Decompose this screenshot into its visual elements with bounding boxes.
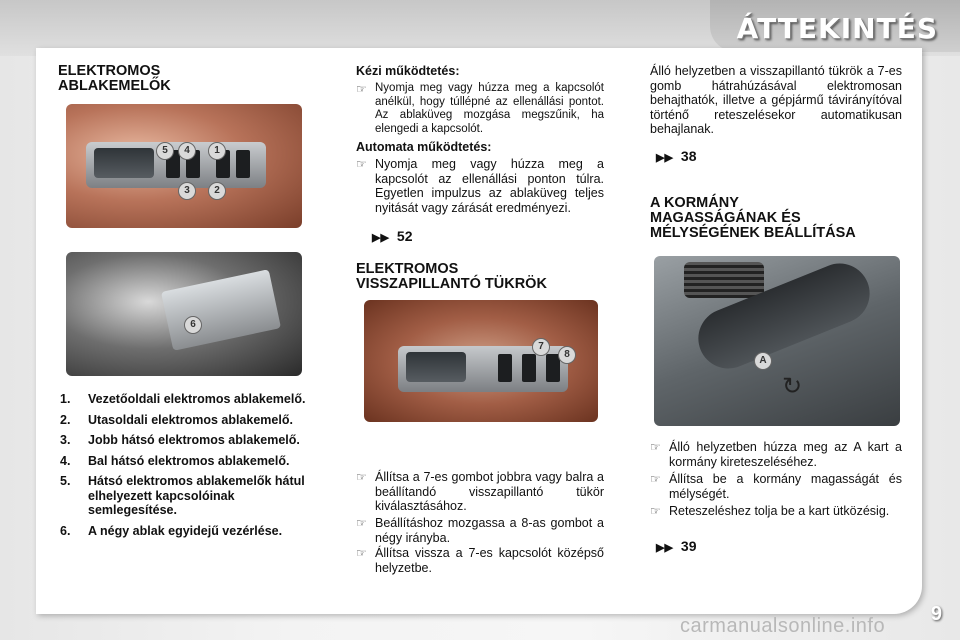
heading-line: ELEKTROMOS — [58, 63, 161, 79]
callout-8: 8 — [558, 346, 576, 364]
page-reference — [656, 148, 697, 164]
heading-line: MAGASSÁGÁNAK ÉS — [650, 210, 801, 226]
pointing-hand-icon: ☞ — [356, 82, 367, 96]
bullet-text: Nyomja meg vagy húzza meg a kapcsolót az ellenállási ponton túlra. Egyetlen impulzus az ablaküveg teljes nyitását vagy zárását eredményezi. — [375, 157, 604, 215]
callout-1: 1 — [208, 142, 226, 160]
reference-number: 39 — [680, 538, 697, 554]
callout-3: 3 — [178, 182, 196, 200]
power-windows-heading — [58, 64, 171, 94]
list-item — [60, 524, 322, 539]
steering-adjust-heading — [650, 196, 856, 241]
mirror-bullet — [356, 546, 604, 575]
mirror-bullet — [356, 516, 604, 545]
list-text: Jobb hátsó elektromos ablakemelő. — [88, 433, 300, 447]
page-reference — [656, 538, 697, 554]
manual-operation-heading: Kézi működtetés: — [356, 64, 460, 78]
mirror-switch-photo — [364, 300, 598, 422]
reference-number: 52 — [396, 228, 413, 244]
mirror-fold-text: Álló helyzetben a visszapillantó tükrök a 7-es gomb hátrahúzásával elektromosan behajthatók, illetve a gépjármű távirányítóval történő reteszelésekor automatikusan behajlanak. — [650, 64, 902, 136]
list-item — [60, 433, 322, 448]
door-switch-panel — [86, 142, 266, 188]
heading-line: ABLAKEMELŐK — [58, 78, 171, 94]
callout-7: 7 — [532, 338, 550, 356]
rear-switch-photo — [66, 252, 302, 376]
list-item — [60, 392, 322, 407]
list-text: Vezetőoldali elektromos ablakemelő. — [88, 392, 306, 406]
steering-column-photo — [654, 256, 900, 426]
heading-line: ELEKTROMOS — [356, 261, 459, 277]
callout-4: 4 — [178, 142, 196, 160]
list-text: A négy ablak egyidejű vezérlése. — [88, 523, 283, 538]
double-arrow-icon: ▶▶ — [656, 152, 673, 164]
callout-5: 5 — [156, 142, 174, 160]
pointing-hand-icon: ☞ — [356, 470, 367, 484]
manual-operation-bullet — [356, 82, 604, 136]
page-reference — [372, 228, 413, 244]
heading-line: VISSZAPILLANTÓ TÜKRÖK — [356, 276, 547, 292]
bullet-text: Álló helyzetben húzza meg az A kart a kormány kireteszeléséhez. — [669, 440, 902, 469]
list-item — [60, 474, 322, 518]
heading-line: A KORMÁNY — [650, 195, 739, 211]
callout-2: 2 — [208, 182, 226, 200]
pointing-hand-icon: ☞ — [650, 504, 661, 518]
rear-switch-console — [161, 269, 281, 351]
list-text: Utasoldali elektromos ablakemelő. — [88, 412, 293, 427]
watermark: carmanualsonline.info — [680, 615, 886, 637]
bullet-text: Állítsa a 7-es gombot jobbra vagy balra a beállítandó visszapillantó tükör kiválasztásához. — [375, 470, 604, 513]
steering-bullet — [650, 440, 902, 469]
heading-line: MÉLYSÉGÉNEK BEÁLLÍTÁSA — [650, 225, 856, 241]
air-vent — [684, 262, 764, 298]
pointing-hand-icon: ☞ — [650, 440, 661, 454]
list-number: 6. — [60, 523, 71, 538]
rotate-arrow-icon: ↻ — [782, 373, 803, 400]
switch-list — [60, 392, 322, 544]
door-switch-photo — [66, 104, 302, 228]
pointing-hand-icon: ☞ — [356, 516, 367, 530]
double-arrow-icon: ▶▶ — [656, 542, 673, 554]
list-number: 3. — [60, 433, 71, 447]
list-item — [60, 413, 322, 428]
reference-number: 38 — [680, 148, 697, 164]
page-number: 9 — [930, 603, 942, 625]
list-text: Hátsó elektromos ablakemelők hátul elhelyezett kapcsolóinak semlegesítése. — [88, 474, 305, 517]
steering-bullet — [650, 472, 902, 501]
bullet-text: Reteszeléshez tolja be a kart ütközésig. — [669, 504, 890, 518]
bullet-text: Beállításhoz mozgassa a 8-as gombot a négy irányba. — [375, 516, 604, 545]
pointing-hand-icon: ☞ — [650, 472, 661, 486]
door-handle — [94, 148, 154, 178]
list-number: 2. — [60, 412, 71, 427]
list-number: 4. — [60, 453, 71, 468]
callout-a: A — [754, 352, 772, 370]
double-arrow-icon: ▶▶ — [372, 232, 389, 244]
auto-operation-bullet — [356, 157, 604, 215]
page-title: ÁTTEKINTÉS — [736, 12, 938, 45]
steering-bullet — [650, 504, 902, 519]
door-handle — [406, 352, 466, 382]
list-item — [60, 454, 322, 469]
switch — [236, 150, 250, 178]
mirror-bullet — [356, 470, 604, 514]
bullet-text: Nyomja meg vagy húzza meg a kapcsolót anélkül, hogy túllépné az ellenállási pontot. Az ablaküveg mozgása megszűnik, ha elengedi a kapcsolót. — [375, 82, 604, 135]
switch — [498, 354, 512, 382]
pointing-hand-icon: ☞ — [356, 157, 367, 171]
list-text: Bal hátsó elektromos ablakemelő. — [88, 453, 290, 468]
switch — [522, 354, 536, 382]
list-number: 1. — [60, 392, 71, 406]
pointing-hand-icon: ☞ — [356, 546, 367, 560]
bullet-text: Állítsa vissza a 7-es kapcsolót középső helyzetbe. — [375, 546, 604, 575]
mirrors-heading — [356, 262, 547, 292]
bullet-text: Állítsa be a kormány magasságát és mélységét. — [669, 472, 902, 501]
callout-6: 6 — [184, 316, 202, 334]
list-number: 5. — [60, 474, 71, 488]
auto-operation-heading: Automata működtetés: — [356, 140, 492, 154]
